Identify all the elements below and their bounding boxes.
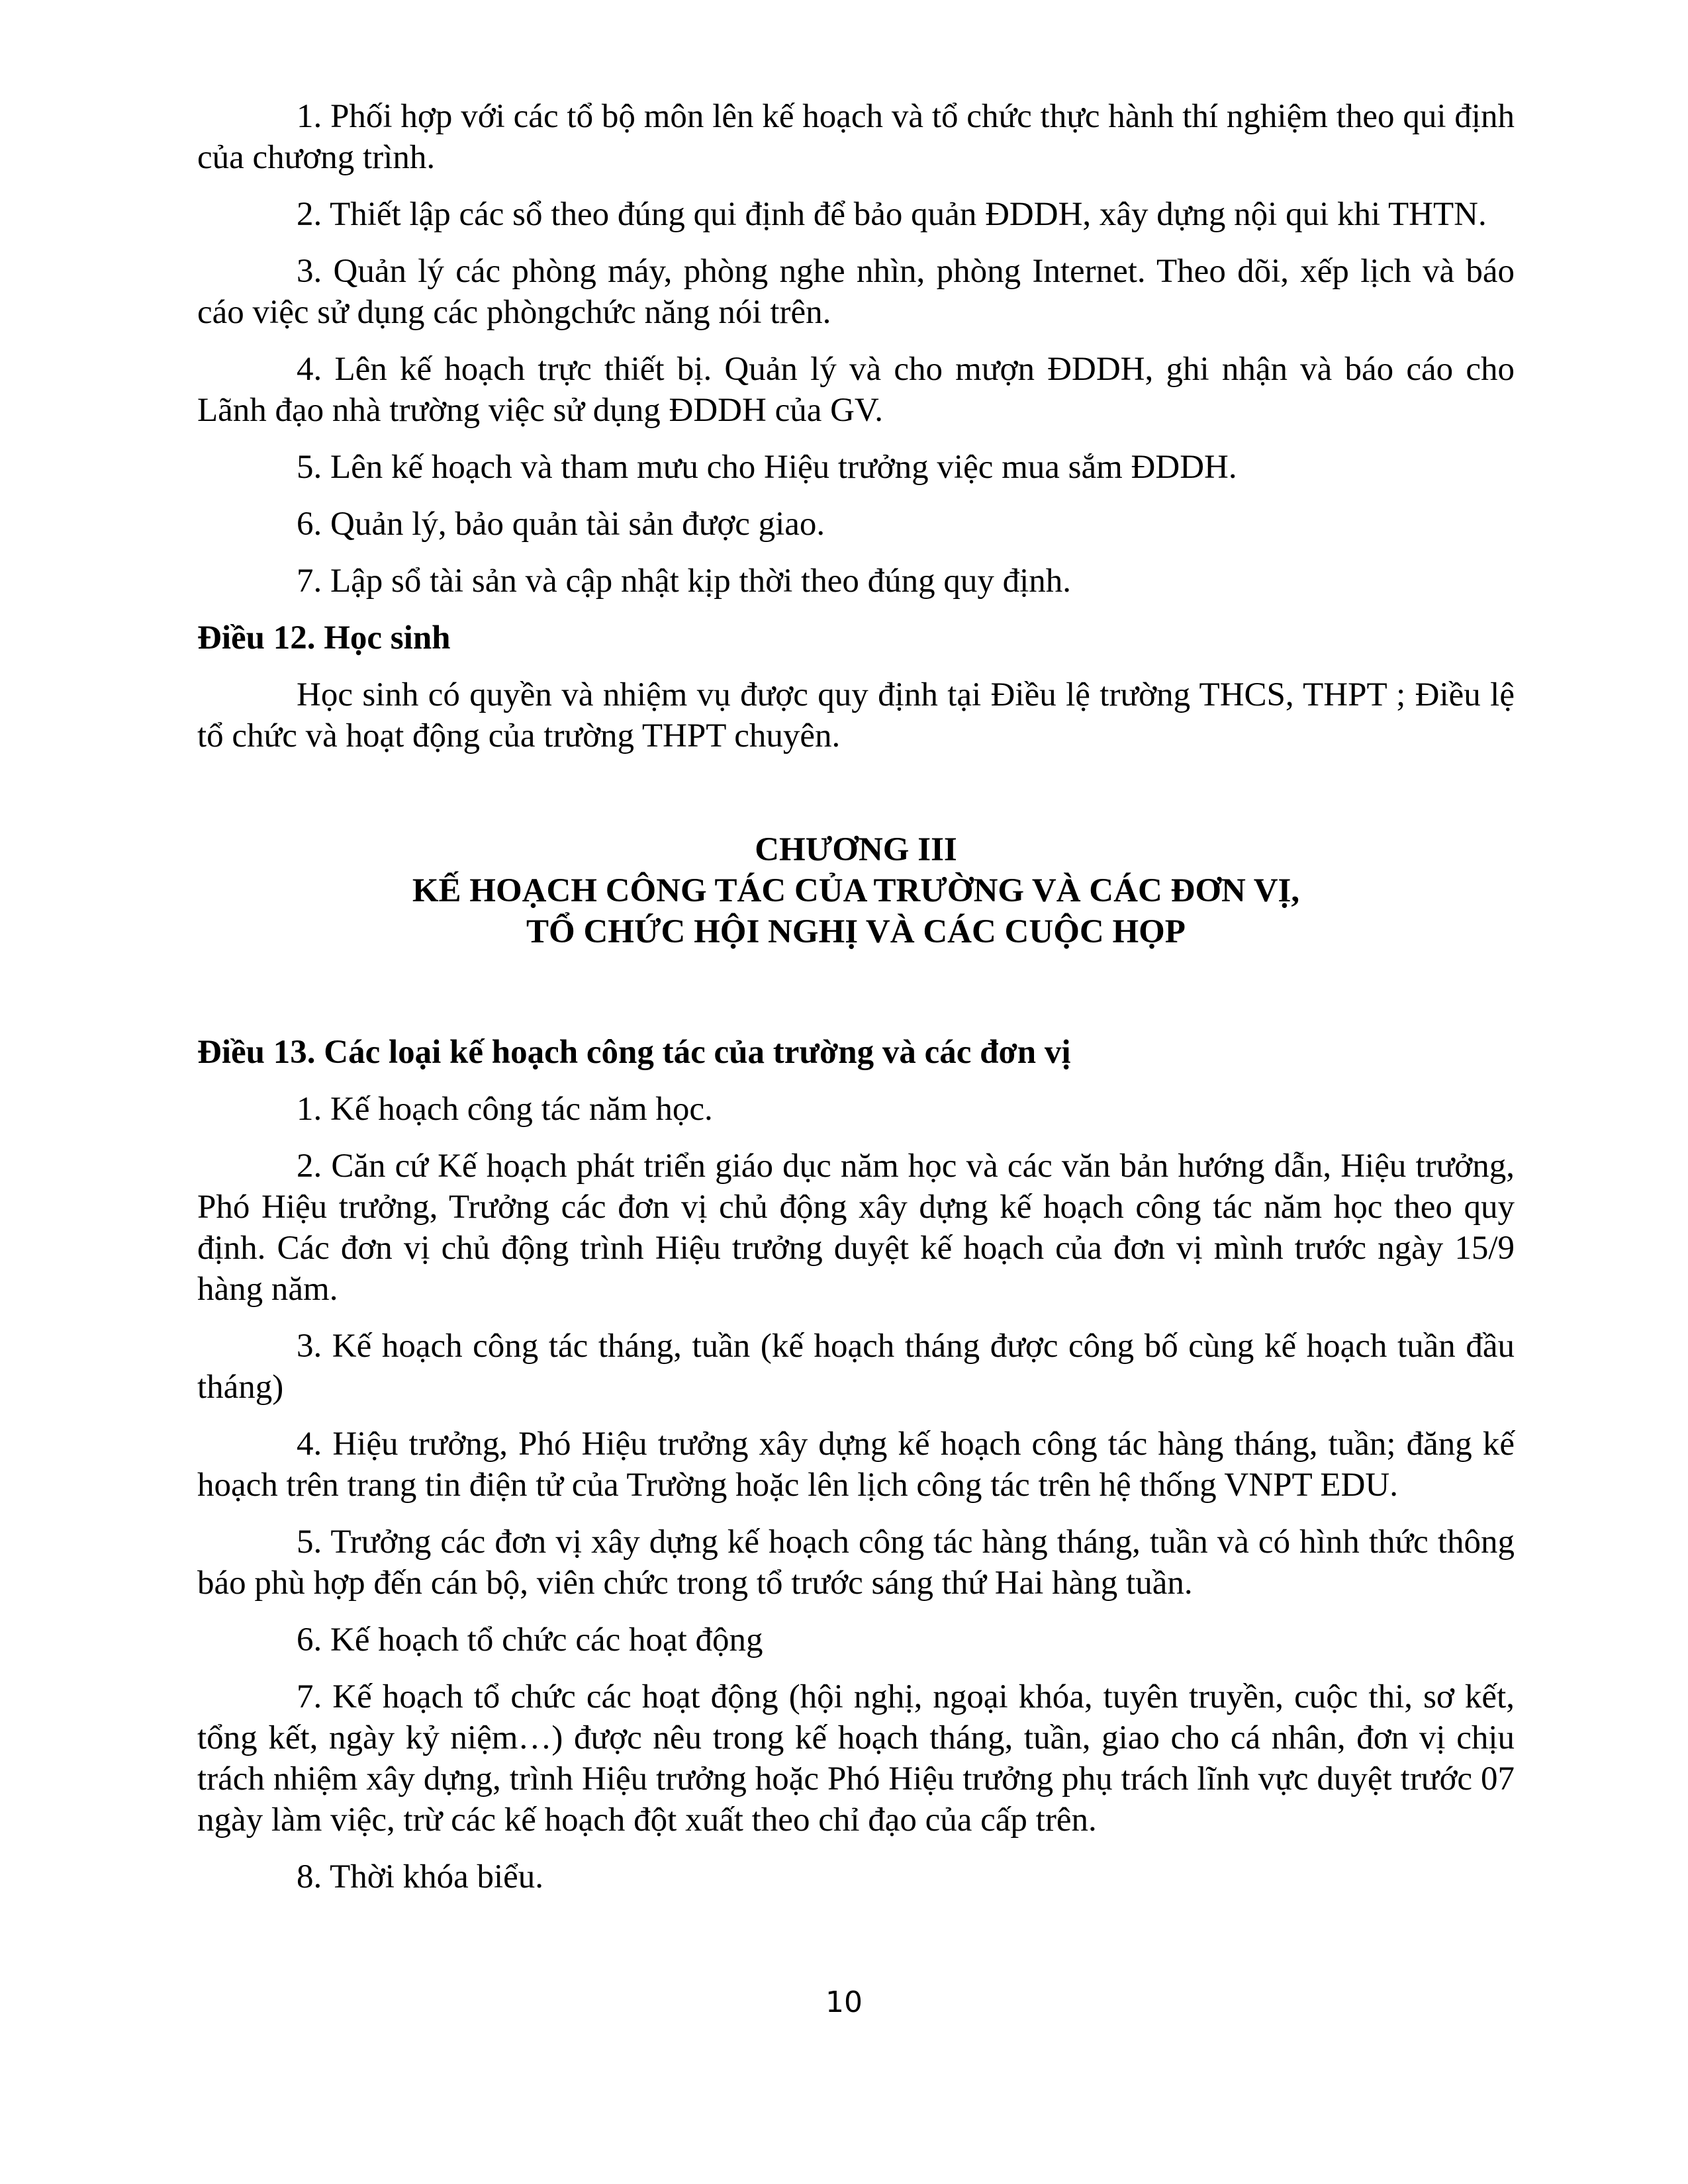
list-item: 2. Thiết lập các sổ theo đúng qui định để bảo quản ĐDDH, xây dựng nội qui khi THTN.: [297, 196, 1487, 233]
list-item: 3. Kế hoạch công tác tháng, tuần (kế hoạch tháng được công bố cùng kế hoạch tuần đầu tháng): [197, 1328, 1515, 1406]
page-content: [197, 96, 1515, 1913]
chapter-number: CHƯƠNG III: [755, 831, 957, 868]
list-item: 1. Phối hợp với các tổ bộ môn lên kế hoạch và tổ chức thực hành thí nghiệm theo qui định của chương trình.: [197, 98, 1515, 176]
article-12-body: Học sinh có quyền và nhiệm vụ được quy định tại Điều lệ trường THCS, THPT ; Điều lệ tổ chức và hoạt động của trường THPT chuyên.: [197, 676, 1515, 754]
list-item: 7. Lập sổ tài sản và cập nhật kịp thời theo đúng quy định.: [297, 563, 1072, 600]
list-item: 5. Trưởng các đơn vị xây dựng kế hoạch công tác hàng tháng, tuần và có hình thức thông báo phù hợp đến cán bộ, viên chức trong tổ trước sáng thứ Hai hàng tuần.: [197, 1524, 1515, 1602]
list-item: 6. Quản lý, bảo quản tài sản được giao.: [297, 506, 825, 543]
list-item: 4. Hiệu trưởng, Phó Hiệu trưởng xây dựng kế hoạch công tác hàng tháng, tuần; đăng kế hoạch trên trang tin điện tử của Trường hoặc lên lịch công tác trên hệ thống VNPT EDU.: [197, 1426, 1515, 1504]
article-12-heading: Điều 12. Học sinh: [197, 619, 451, 657]
list-item: 3. Quản lý các phòng máy, phòng nghe nhìn, phòng Internet. Theo dõi, xếp lịch và báo cáo việc sử dụng các phòngchức năng nói trên.: [197, 253, 1515, 331]
chapter-heading: [197, 829, 1515, 952]
chapter-title-line-2: TỔ CHỨC HỘI NGHỊ VÀ CÁC CUỘC HỌP: [526, 913, 1186, 950]
list-item: 6. Kế hoạch tổ chức các hoạt động: [297, 1621, 763, 1659]
list-item: 7. Kế hoạch tổ chức các hoạt động (hội nghị, ngoại khóa, tuyên truyền, cuộc thi, sơ kết, tổng kết, ngày kỷ niệm…) được nêu trong kế hoạch tháng, tuần, giao cho cá nhân, đơn vị chịu trách nhiệm xây dựng, trình Hiệu trưởng hoặc Phó Hiệu trưởng phụ trách lĩnh vực duyệt trước 07 ngày làm việc, trừ các kế hoạch đột xuất theo chỉ đạo của cấp trên.: [197, 1678, 1515, 1839]
chapter-title-line-1: KẾ HOẠCH CÔNG TÁC CỦA TRƯỜNG VÀ CÁC ĐƠN VỊ,: [412, 872, 1300, 909]
page-number: 10: [825, 1985, 863, 2019]
list-item: 2. Căn cứ Kế hoạch phát triển giáo dục năm học và các văn bản hướng dẫn, Hiệu trưởng, Phó Hiệu trưởng, Trưởng các đơn vị chủ động xây dựng kế hoạch công tác năm học theo quy định. Các đơn vị chủ động trình Hiệu trưởng duyệt kế hoạch của đơn vị mình trước ngày 15/9 hàng năm.: [197, 1148, 1515, 1308]
list-item: 8. Thời khóa biểu.: [297, 1858, 544, 1895]
article-13-heading: Điều 13. Các loại kế hoạch công tác của trường và các đơn vị: [197, 1034, 1071, 1071]
list-item: 5. Lên kế hoạch và tham mưu cho Hiệu trưởng việc mua sắm ĐDDH.: [297, 449, 1237, 486]
list-item: 1. Kế hoạch công tác năm học.: [297, 1091, 713, 1128]
list-item: 4. Lên kế hoạch trực thiết bị. Quản lý và cho mượn ĐDDH, ghi nhận và báo cáo cho Lãnh đạo nhà trường việc sử dụng ĐDDH của GV.: [197, 351, 1515, 429]
